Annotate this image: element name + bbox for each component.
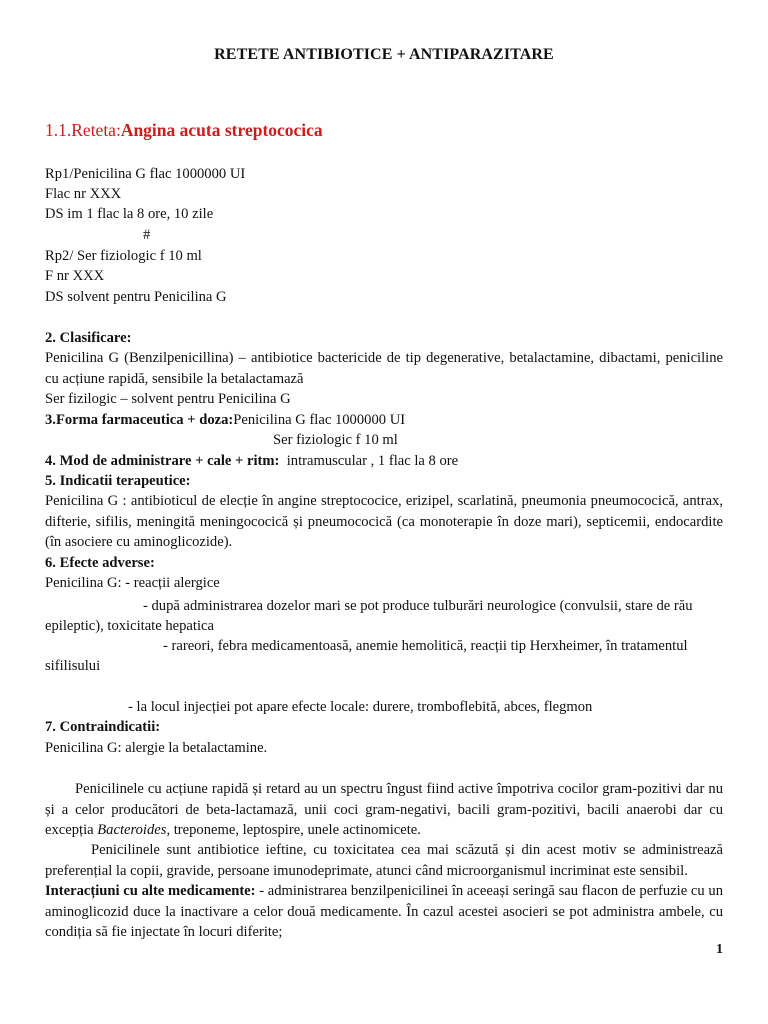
forma-dose-2: Ser fiziologic f 10 ml <box>273 432 398 448</box>
efecte-line-1: Penicilina G: - reacții alergice <box>45 575 220 591</box>
contra-heading-text: 7. Contraindicatii: <box>45 719 161 735</box>
efecte-line-4: - la locul injecției pot apare efecte locale: durere, tromboflebită, abces, flegmon <box>128 699 593 715</box>
indicatii-heading-text: 5. Indicatii terapeutice: <box>45 473 191 489</box>
section-heading <box>45 120 323 141</box>
paragraph-spectrum <box>45 779 723 841</box>
efecte-line-2a: - după administrarea dozelor mari se pot produce tulburări neurologice (convulsii, stare de rău <box>143 598 693 614</box>
document-title: RETETE ANTIBIOTICE + ANTIPARAZITARE <box>214 46 554 63</box>
rp1-ds: DS im 1 flac la 8 ore, 10 zile <box>45 206 214 222</box>
page-number: 1 <box>716 942 723 957</box>
efecte-line-2b: epileptic), toxicitate hepatica <box>45 618 214 634</box>
paragraph-spectrum-italic: Bacteroides <box>97 822 167 838</box>
forma-dose-1: Penicilina G flac 1000000 UI <box>233 412 406 428</box>
mod-text: intramuscular , 1 flac la 8 ore <box>286 453 459 469</box>
contra-text: Penicilina G: alergie la betalactamine. <box>45 740 268 756</box>
contra-heading <box>45 717 160 737</box>
rp2-count: F nr XXX <box>45 268 105 284</box>
paragraph-spectrum-b: , treponeme, leptospire, unele actinomicete. <box>166 822 421 838</box>
mod-heading: 4. Mod de administrare + cale + ritm: <box>45 453 280 469</box>
paragraph-toxicity: Penicilinele sunt antibiotice ieftine, cu toxicitatea cea mai scăzută și din acest motiv se administrează preferențial la copii, gravide, persoane imunodeprimate, atunci când microorganismul incriminat este sensibil. <box>45 842 723 879</box>
clasificare-heading <box>45 328 131 348</box>
forma-line <box>45 410 405 430</box>
paragraph-spectrum-a: Penicilinele cu acțiune rapidă și retard au un spectru îngust fiind active împotriva cocilor gram-pozitivi dar nu și a celor producători de beta-lactamază, unii coci gram-negativi, bacili gram-pozitivi, bacili anaerobi dar cu excepția <box>45 781 723 838</box>
efecte-line-3b: sifilisului <box>45 658 101 674</box>
rp1-line: Rp1/Penicilina G flac 1000000 UI <box>45 166 246 182</box>
forma-heading: 3.Forma farmaceutica + doza: <box>45 412 234 428</box>
mod-line <box>45 451 458 471</box>
clasificare-text: Penicilina G (Benzilpenicillina) – antibiotice bactericide de tip degenerative, betalactamine, dibactami, peniciline cu acțiune rapidă, sensibile la betalactamază <box>45 350 723 387</box>
interactions-text: - administrarea benzilpenicilinei în aceeași seringă sau flacon de perfuzie cu un aminoglicozid duce la inactivare a celor două medicamente. În cazul acestei asocieri se pot administra ambele, cu condiția să fie injectate în locuri diferite; <box>45 883 723 940</box>
rp2-line: Rp2/ Ser fiziologic f 10 ml <box>45 248 202 264</box>
efecte-line-3a: - rareori, febra medicamentoasă, anemie hemolitică, reacții tip Herxheimer, în tratamentul <box>163 638 688 654</box>
interactions-heading: Interacțiuni cu alte medicamente: <box>45 883 256 899</box>
rp1-count: Flac nr XXX <box>45 186 122 202</box>
clasificare-text-2: Ser fizilogic – solvent pentru Penicilina G <box>45 391 291 407</box>
clasificare-heading-text: 2. Clasificare: <box>45 330 132 346</box>
paragraph-interactions <box>45 881 723 943</box>
section-heading-prefix: 1.1.Reteta: <box>45 120 121 140</box>
indicatii-heading <box>45 471 191 491</box>
indicatii-text: Penicilina G : antibioticul de elecție în angine streptococice, erizipel, scarlatină, pneumonia pneumococică, antrax, difterie, sifilis, meningită meningococică și pneumococică (ca monoterapie în doze mari), septicemii, endocardite (în asociere cu aminoglicozide). <box>45 493 723 550</box>
efecte-heading <box>45 553 155 573</box>
efecte-heading-text: 6. Efecte adverse: <box>45 555 155 571</box>
prescription-separator: # <box>143 227 151 243</box>
rp2-ds: DS solvent pentru Penicilina G <box>45 289 227 305</box>
section-heading-name: Angina acuta streptococica <box>120 120 323 140</box>
